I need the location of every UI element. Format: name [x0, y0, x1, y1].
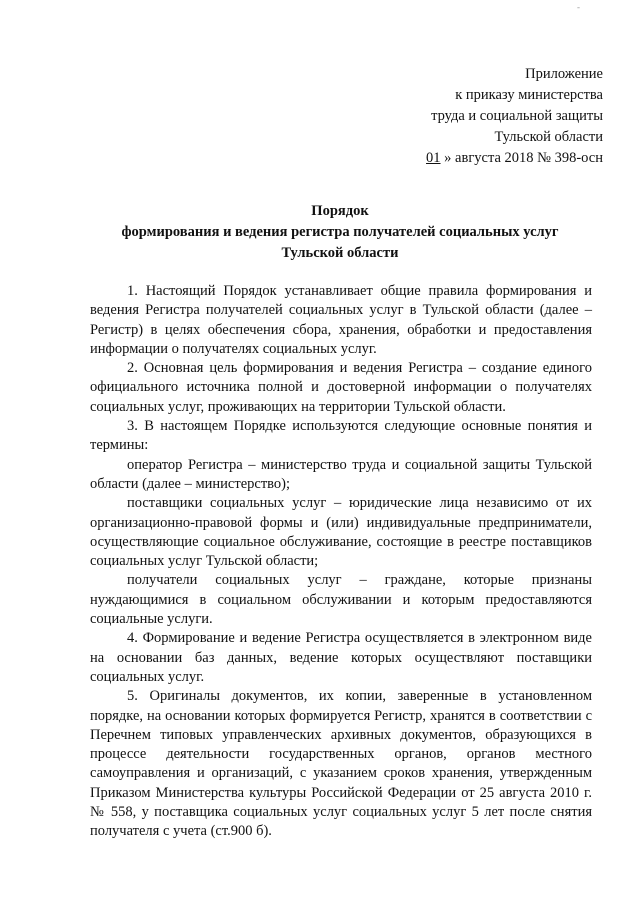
paragraph: 1. Настоящий Порядок устанавливает общие правила формирования и ведения Регистра получателей социальных услуг в Тульской области (далее – Регистр) в целях обеспечения сбора, хранения, обработки и предоставления информации о получателях социальных услуг.: [90, 283, 592, 357]
paragraph: 2. Основная цель формирования и ведения Регистра – создание единого официального источника полной и достоверной информации о получателях социальных услуг, проживающих на территории Тульской области.: [90, 360, 592, 415]
order-date: [363, 148, 603, 169]
paragraph: 3. В настоящем Порядке используются следующие основные понятия и термины:: [90, 418, 592, 454]
title-line: формирования и ведения регистра получателей социальных услуг: [121, 224, 559, 240]
paragraph: оператор Регистра – министерство труда и социальной защиты Тульской области (далее – министерство);: [90, 456, 592, 492]
paragraph: 4. Формирование и ведение Регистра осуществляется в электронном виде на основании баз данных, ведение которых осуществляют поставщики социальных услуг.: [90, 630, 592, 685]
paragraph: 5. Оригиналы документов, их копии, заверенные в установленном порядке, на основании которых формируется Регистр, хранятся в соответствии с Перечнем типовых управленческих архивных документов, образующихся в процессе деятельности государственных органов, органов местного самоуправления и организаций, с указанием сроков хранения, утвержденным Приказом Министерства культуры Российской Федерации от 25 августа 2010 г. № 558, у поставщика социальных услуг социальных услуг 5 лет после снятия получателя с учета (ст.900 б).: [90, 688, 592, 840]
appendix-line: к приказу министерства: [455, 87, 603, 103]
title-line: Тульской области: [281, 245, 399, 261]
order-day: 01: [426, 150, 441, 166]
document-body: [90, 282, 592, 842]
appendix-header: [363, 64, 603, 169]
paragraph: получатели социальных услуг – граждане, которые признаны нуждающимися в социальном обслуживании и которым предоставляются социальные услуги.: [90, 572, 592, 628]
appendix-line: труда и социальной защиты: [431, 108, 603, 124]
title-line: Порядок: [311, 203, 369, 219]
appendix-line: Приложение: [525, 66, 603, 82]
paragraph: поставщики социальных услуг – юридические лица независимо от их организационно-правовой формы и (или) индивидуальные предприниматели, осуществляющие социальное обслуживание, состоящие в реестре поставщиков социальных услуг Тульской области;: [90, 495, 592, 570]
page-mark: -: [577, 2, 580, 12]
order-number: » августа 2018 № 398-осн: [440, 150, 603, 166]
appendix-line: Тульской области: [494, 129, 603, 145]
document-title: [90, 201, 590, 264]
